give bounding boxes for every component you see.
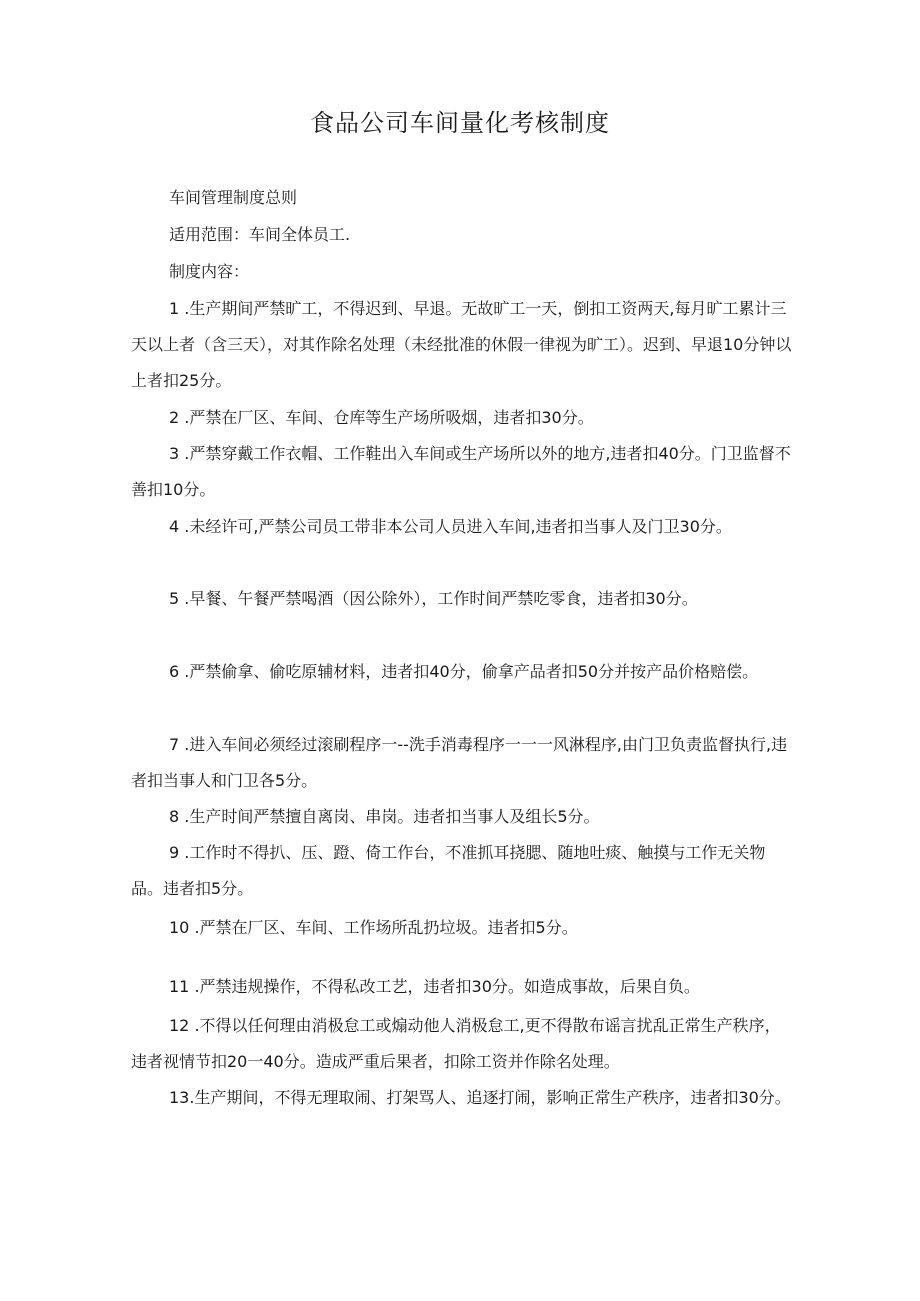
rule-6: 6 .严禁偷拿、偷吃原辅材料，违者扣40分，偷拿产品者扣50分并按产品价格赔偿。 [169, 662, 759, 681]
document-title: 食品公司车间量化考核制度 [310, 109, 610, 137]
section-heading: 车间管理制度总则 [169, 188, 298, 207]
rule-4: 4 .未经许可,严禁公司员工带非本公司人员进入车间,违者扣当事人及门卫30分。 [169, 517, 732, 536]
rule-5: 5 .早餐、午餐严禁喝酒（因公除外），工作时间严禁吃零食，违者扣30分。 [169, 589, 698, 608]
scope-line: 适用范围：车间全体员工. [169, 225, 351, 244]
rule-7: 7 .进入车间必须经过滚刷程序一--洗手消毒程序一一一风淋程序,由门卫负责监督执行,违者扣当事人和门卫各5分。 [131, 735, 788, 790]
rule-10: 10 .严禁在厂区、车间、工作场所乱扔垃圾。违者扣5分。 [169, 918, 578, 937]
rule-9: 9 .工作时不得扒、压、蹬、倚工作台，不准抓耳挠腮、随地吐痰、触摸与工作无关物品。违者扣5分。 [131, 843, 766, 898]
rule-1: 1 .生产期间严禁旷工，不得迟到、早退。无故旷工一天，倒扣工资两天,每月旷工累计三天以上者（含三天），对其作除名处理（未经批准的休假一律视为旷工）。迟到、早退10分钟以上者扣25分。 [131, 299, 792, 390]
rule-11: 11 .严禁违规操作，不得私改工艺，违者扣30分。如造成事故，后果自负。 [169, 977, 700, 996]
rule-3: 3 .严禁穿戴工作衣帽、工作鞋出入车间或生产场所以外的地方,违者扣40分。门卫监督不善扣10分。 [131, 444, 791, 499]
rule-2: 2 .严禁在厂区、车间、仓库等生产场所吸烟，违者扣30分。 [169, 408, 594, 427]
content-label: 制度内容： [169, 262, 250, 281]
rule-12: 12 .不得以任何理由消极怠工或煽动他人消极怠工,更不得散布谣言扰乱正常生产秩序，违者视情节扣20一40分。造成严重后果者，扣除工资并作除名处理。 [131, 1016, 781, 1071]
rule-13: 13.生产期间，不得无理取闹、打架骂人、追逐打闹，影响正常生产秩序，违者扣30分。 [169, 1088, 791, 1107]
rule-8: 8 .生产时间严禁擅自离岗、串岗。违者扣当事人及组长5分。 [169, 807, 600, 826]
